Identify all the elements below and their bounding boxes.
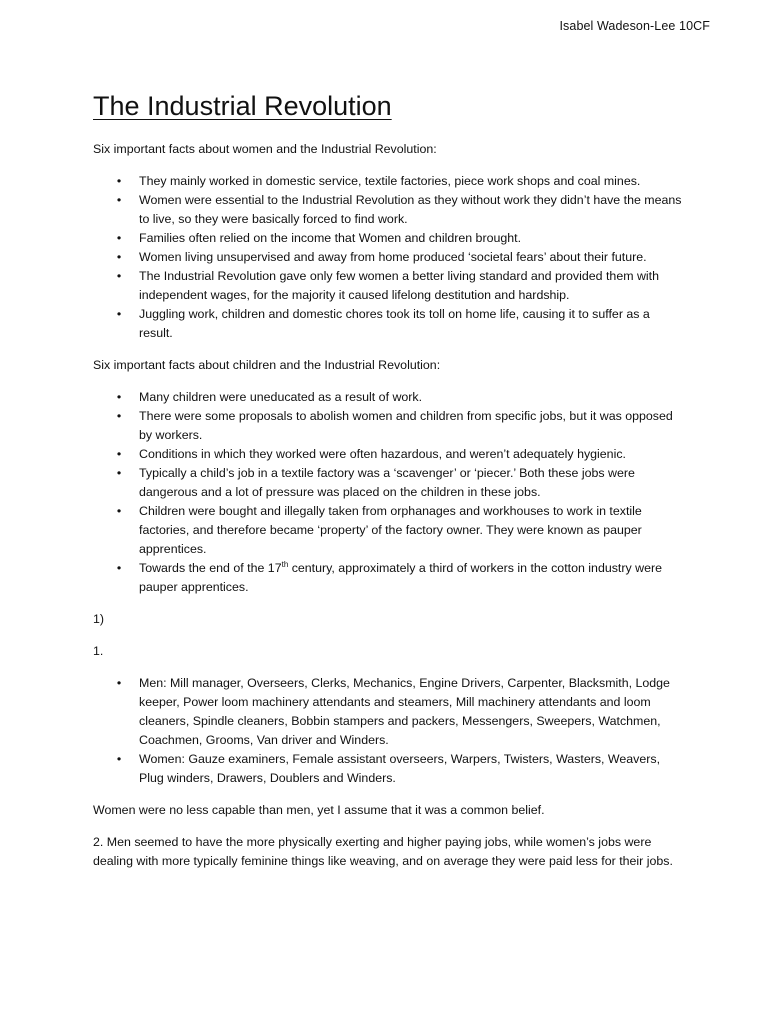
bullet-icon: •: [116, 390, 122, 404]
list-item: [93, 407, 683, 445]
list-item-text: There were some proposals to abolish women and children from specific jobs, but it was opposed by workers.: [139, 409, 673, 442]
women-intro: Six important facts about women and the Industrial Revolution:: [93, 142, 437, 156]
list-item-text: Many children were uneducated as a result of work.: [139, 390, 423, 404]
list-item-text: Families often relied on the income that Women and children brought.: [139, 231, 522, 245]
text-run: century, approximately a third of workers in the cotton industry were pauper apprentices.: [139, 561, 662, 594]
bullet-icon: •: [116, 752, 122, 766]
list-item: [93, 172, 683, 191]
list-item: [93, 502, 683, 559]
answer-two-paragraph: 2. Men seemed to have the more physically exerting and higher paying jobs, while women’s jobs were dealing with more typically feminine things like weaving, and on average they were paid less for their jobs.: [93, 835, 673, 868]
list-item: [93, 750, 683, 788]
bullet-icon: •: [116, 466, 122, 480]
list-item-text: Juggling work, children and domestic chores took its toll on home life, causing it to suffer as a result.: [139, 307, 650, 340]
question-marker-1-dot: 1.: [93, 644, 104, 658]
children-facts-list: [93, 388, 683, 597]
list-item-text: Children were bought and illegally taken from orphanages and workhouses to work in textile factories, and therefore became ‘property’ of the factory owner. They were known as pauper apprentices.: [139, 504, 642, 556]
list-item-text: [139, 561, 662, 594]
list-item: [93, 267, 683, 305]
list-item: [93, 305, 683, 343]
list-item-text: Typically a child’s job in a textile factory was a ‘scavenger’ or ‘piecer.’ Both these jobs were dangerous and a lot of pressure was placed on the children in these jobs.: [139, 466, 635, 499]
jobs-list: [93, 674, 683, 788]
list-item-text: Women were essential to the Industrial Revolution as they without work they didn’t have the means to live, so they were basically forced to find work.: [139, 193, 682, 226]
bullet-icon: •: [116, 250, 122, 264]
conclusion-paragraph: Women were no less capable than men, yet I assume that it was a common belief.: [93, 803, 545, 817]
page-title: The Industrial Revolution: [93, 91, 392, 121]
list-item: [93, 248, 683, 267]
list-item-text: Men: Mill manager, Overseers, Clerks, Mechanics, Engine Drivers, Carpenter, Blacksmith, Lodge keeper, Power loom machinery attendants and steamers, Mill machinery attendants and loom cleaners, Spindle cleaners, Bobbin stampers and packers, Messengers, Sweepers, Watchmen, Coachmen, Grooms, Van driver and Winders.: [139, 676, 670, 747]
list-item: [93, 559, 683, 597]
author-header: Isabel Wadeson-Lee 10CF: [559, 19, 710, 33]
spacer: [93, 597, 683, 610]
bullet-icon: •: [116, 504, 122, 518]
bullet-icon: •: [116, 676, 122, 690]
list-item-text: They mainly worked in domestic service, textile factories, piece work shops and coal mines.: [139, 174, 641, 188]
document-body: [93, 140, 683, 871]
bullet-icon: •: [116, 231, 122, 245]
list-item-text: Women living unsupervised and away from home produced ‘societal fears’ about their future.: [139, 250, 647, 264]
bullet-icon: •: [116, 447, 122, 461]
list-item: [93, 191, 683, 229]
question-marker-1-paren: 1): [93, 612, 105, 626]
spacer: [93, 788, 683, 801]
children-intro: Six important facts about children and the Industrial Revolution:: [93, 358, 441, 372]
list-item: [93, 229, 683, 248]
list-item: [93, 445, 683, 464]
superscript: th: [281, 559, 289, 569]
bullet-icon: •: [116, 561, 122, 575]
bullet-icon: •: [116, 307, 122, 321]
list-item: [93, 464, 683, 502]
women-facts-list: [93, 172, 683, 343]
list-item-text: The Industrial Revolution gave only few women a better living standard and provided them with independent wages, for the majority it caused lifelong destitution and hardship.: [139, 269, 660, 302]
bullet-icon: •: [116, 269, 122, 283]
text-run: Towards the end of the 17: [139, 561, 282, 575]
bullet-icon: •: [116, 174, 122, 188]
list-item: [93, 388, 683, 407]
bullet-icon: •: [116, 193, 122, 207]
list-item: [93, 674, 683, 750]
spacer: [93, 343, 683, 356]
list-item-text: Conditions in which they worked were often hazardous, and weren’t adequately hygienic.: [139, 447, 626, 461]
list-item-text: Women: Gauze examiners, Female assistant overseers, Warpers, Twisters, Wasters, Weavers, Plug winders, Drawers, Doublers and Winders.: [139, 752, 661, 785]
bullet-icon: •: [116, 409, 122, 423]
